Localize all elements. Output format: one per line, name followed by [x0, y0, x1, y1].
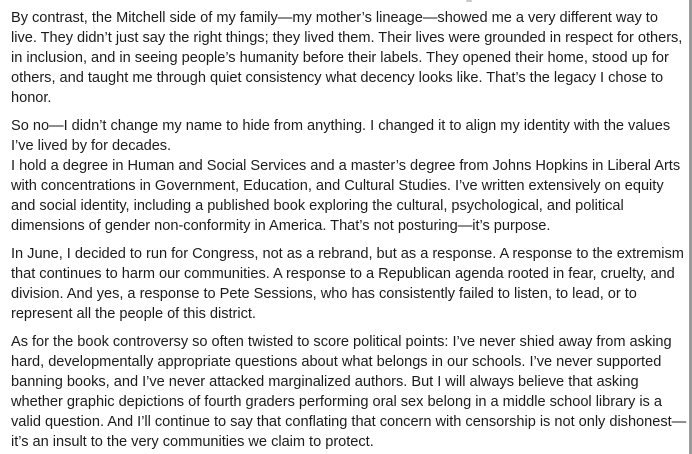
scroll-indicator-mark [466, 0, 472, 2]
article-body [11, 8, 687, 454]
paragraph-education: I hold a degree in Human and Social Services and a master’s degree from Johns Hopkins in Liberal Arts with concentrations in Government, Education, and Cultural Studies. I’ve written extensively on equity and social identity, including a published book exploring the cultural, psychological, and political dimensions of gender non-conformity in America. That’s not posturing—it’s purpose. [11, 158, 681, 234]
paragraph-name-change: So no—I didn’t change my name to hide from anything. I changed it to align my identity with the values I’ve lived by for decades. [11, 118, 671, 154]
paragraph-book-controversy: As for the book controversy so often twisted to score political points: I’ve never shied away from asking hard, developmentally appropriate questions about what belongs in our schools. I’ve never supported banning books, and I’ve never attacked marginalized authors. But I will always believe that asking whether graphic depictions of fourth graders performing oral sex belong in a middle school library is a valid question. And I’ll continue to say that conflating that concern with censorship is not only dishonest—it’s an insult to the very communities we claim to protect. [11, 334, 687, 450]
paragraph-congress-run: In June, I decided to run for Congress, not as a rebrand, but as a response. A response to the extremism that continues to harm our communities. A response to a Republican agenda rooted in fear, cruelty, and division. And yes, a response to Pete Sessions, who has consistently failed to listen, to lead, or to represent all the people of this district. [11, 246, 684, 322]
paragraph-mitchell-family: By contrast, the Mitchell side of my family—my mother’s lineage—showed me a very different way to live. They didn’t just say the right things; they lived them. Their lives were grounded in respect for others, in inclusion, and in seeing people’s humanity before their labels. They opened their home, stood up for others, and taught me through quiet consistency what decency looks like. That’s the legacy I chose to honor. [11, 10, 683, 106]
